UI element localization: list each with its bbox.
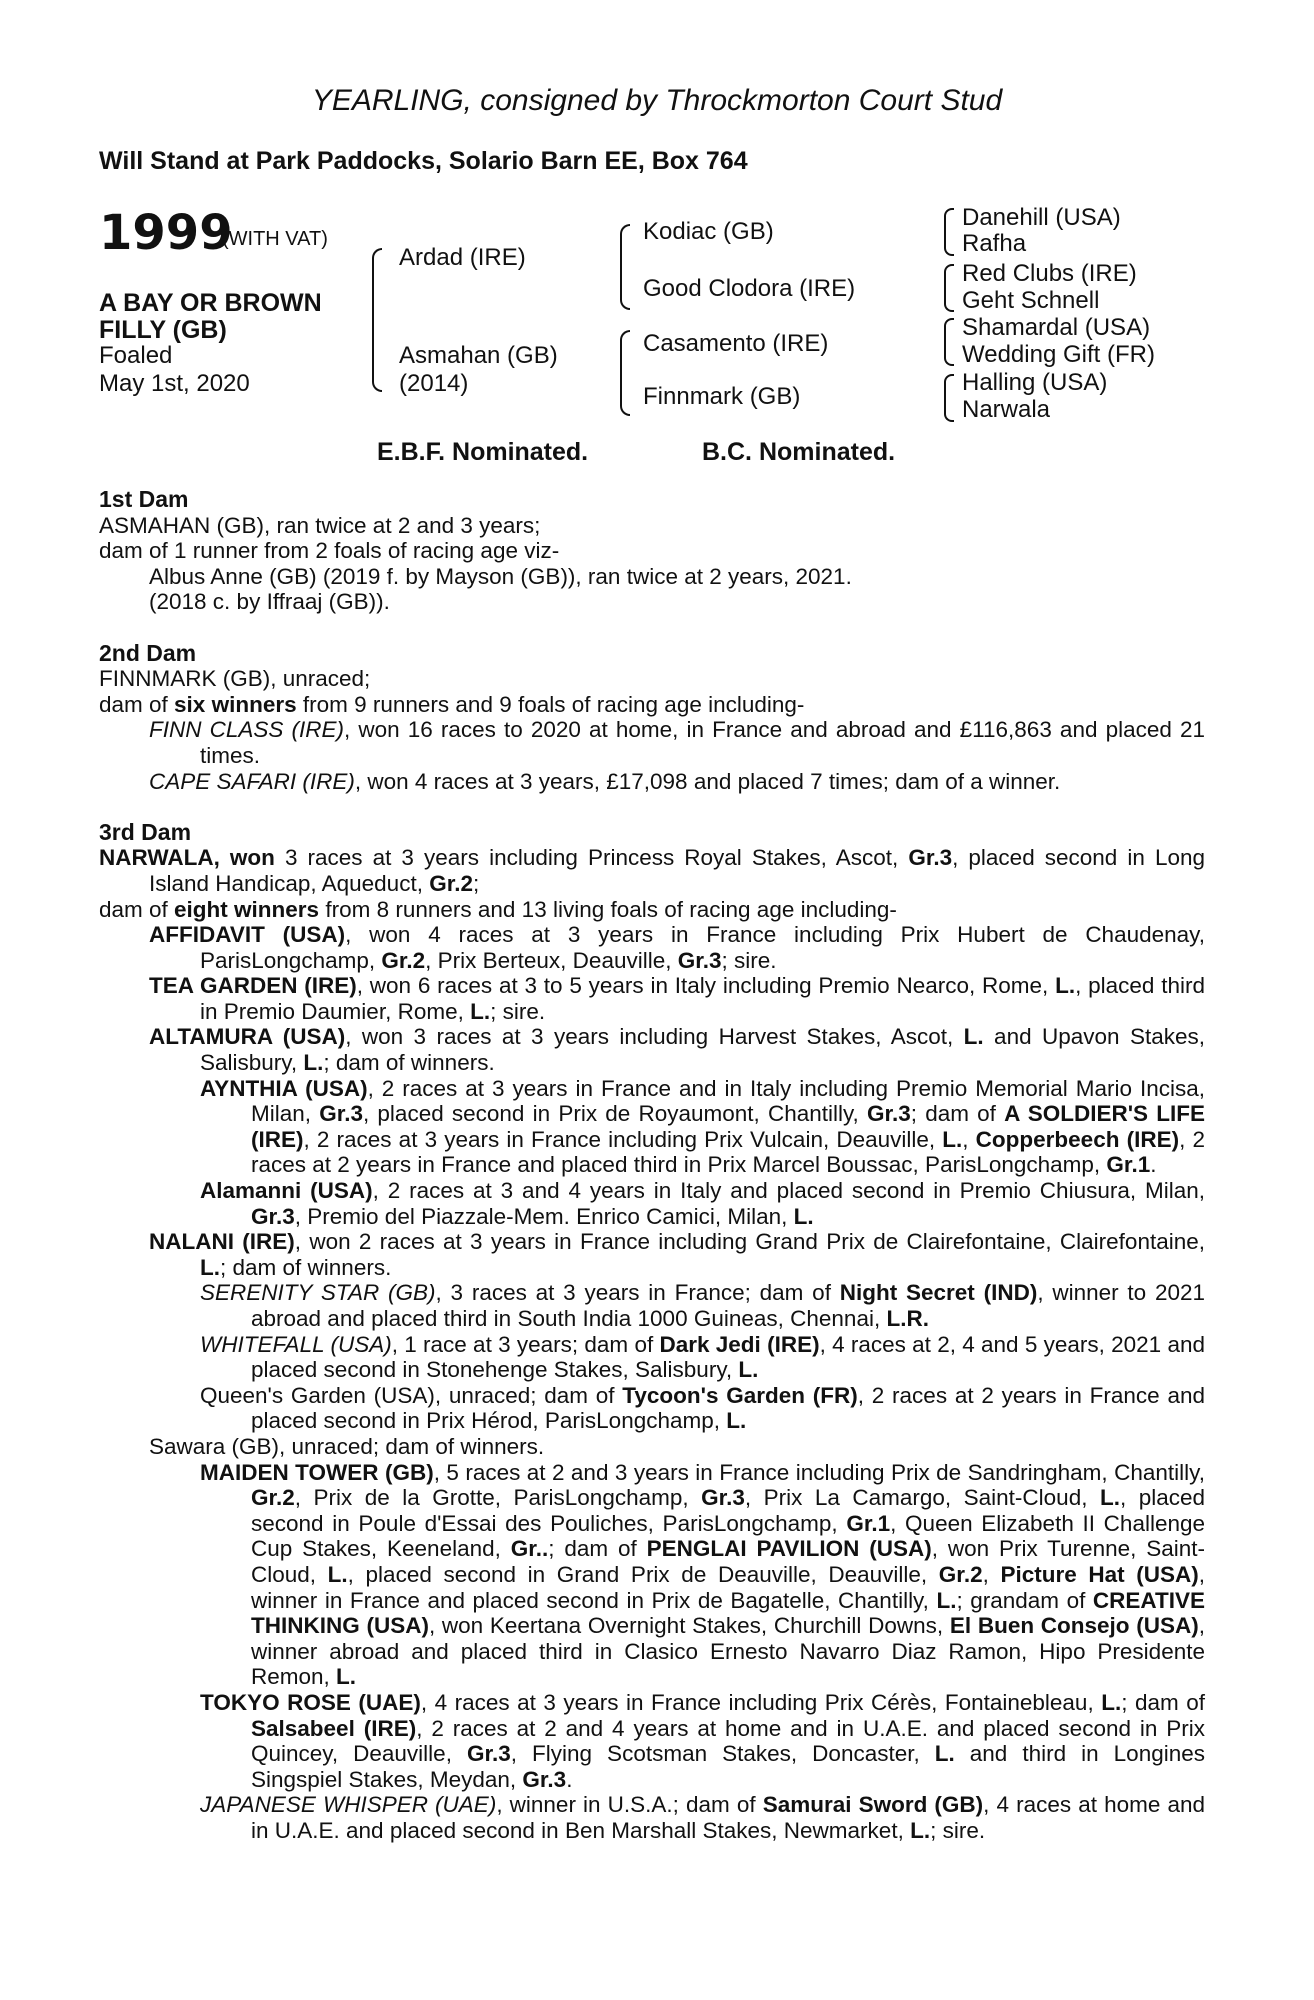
progeny-entry: SERENITY STAR (GB), 3 races at 3 years in France; dam of Night Secret (IND), winner to 2021 abroad and placed third in South India 1000 Guineas, Chennai, L.R. — [200, 1280, 1206, 1331]
lot-description-1: A BAY OR BROWN — [99, 289, 322, 317]
pedigree-sds: Red Clubs (IRE) — [962, 260, 1137, 287]
pedigree-sire-dam: Good Clodora (IRE) — [643, 275, 856, 302]
lot-description-2: FILLY (GB) — [99, 316, 227, 344]
catalogue-body — [99, 487, 1205, 1843]
pedigree-sss: Danehill (USA) — [962, 204, 1121, 231]
pedigree-dds: Halling (USA) — [962, 369, 1108, 396]
pedigree-sire-sire: Kodiac (GB) — [643, 218, 774, 245]
first-dam-line: ASMAHAN (GB), ran twice at 2 and 3 years; — [99, 512, 541, 538]
pedigree-ssd: Rafha — [962, 230, 1027, 257]
ebf-nomination: E.B.F. Nominated. — [377, 438, 589, 466]
second-dam-progeny: CAPE SAFARI (IRE), won 4 races at 3 years, £17,098 and placed 7 times; dam of a winner. — [149, 768, 1061, 794]
third-dam-line: dam of eight winners from 8 runners and 13 living foals of racing age including- — [99, 896, 897, 922]
foaled-label: Foaled — [99, 342, 173, 369]
foaled-date: May 1st, 2020 — [99, 370, 250, 397]
progeny-entry: AFFIDAVIT (USA), won 4 races at 3 years in France including Prix Hubert de Chaudenay, ParisLongchamp, Gr.2, Prix Berteux, Deauville, Gr.3; sire. — [149, 922, 1205, 973]
progeny-entry: WHITEFALL (USA), 1 race at 3 years; dam of Dark Jedi (IRE), 4 races at 2, 4 and 5 years, 2021 and placed second in Stonehenge Stakes, Salisbury, L. — [200, 1331, 1205, 1383]
stand-location: Will Stand at Park Paddocks, Solario Barn EE, Box 764 — [99, 147, 748, 175]
progeny-entry: Sawara (GB), unraced; dam of winners. — [149, 1433, 545, 1459]
progeny-entry: TOKYO ROSE (UAE), 4 races at 3 years in France including Prix Cérès, Fontainebleau, L.; dam of Salsabeel (IRE), 2 races at 2 and 4 years at home and in U.A.E. and placed second in Prix Quincey, Deauville, Gr.3, Flying Scotsman Stakes, Doncaster, L. and third in Longines Singspiel Stakes, Meydan, Gr.3. — [200, 1689, 1205, 1792]
lot-number: 1999 — [99, 205, 233, 261]
progeny-entry: TEA GARDEN (IRE), won 6 races at 3 to 5 years in Italy including Premio Nearco, Rome, L., placed third in Premio Daumier, Rome, L.; sire. — [149, 973, 1206, 1024]
pedigree-dsd: Wedding Gift (FR) — [962, 341, 1155, 368]
second-dam-heading: 2nd Dam — [99, 639, 197, 666]
second-dam-progeny: FINN CLASS (IRE), won 16 races to 2020 at home, in France and abroad and £116,863 and placed 21 times. — [149, 717, 1206, 768]
sd-brace — [944, 264, 954, 312]
pedigree-dam-dam: Finnmark (GB) — [643, 383, 801, 410]
second-dam-line: FINNMARK (GB), unraced; — [99, 666, 371, 692]
dam-brace — [620, 330, 630, 416]
dd-brace — [944, 374, 954, 422]
progeny-entry: MAIDEN TOWER (GB), 5 races at 2 and 3 years in France including Prix de Sandringham, Chantilly, Gr.2, Prix de la Grotte, ParisLongchamp, Gr.3, Prix La Camargo, Saint-Cloud, L., placed second in Poule d'Essai des Pouliches, ParisLongchamp, Gr.1, Queen Elizabeth II Challenge Cup Stakes, Keeneland, Gr..; dam of PENGLAI PAVILION (USA), won Prix Turenne, Saint-Cloud, L., placed second in Grand Prix de Deauville, Deauville, Gr.2, Picture Hat (USA), winner in France and placed second in Prix de Bagatelle, Chantilly, L.; grandam of CREATIVE THINKING (USA), won Keertana Overnight Stakes, Churchill Downs, El Buen Consejo (USA), winner abroad and placed third in Clasico Ernesto Navarro Diaz Ramon, Hipo Presidente Remon, L. — [200, 1459, 1206, 1690]
second-dam-line: dam of six winners from 9 runners and 9 foals of racing age including- — [99, 691, 805, 717]
pedigree-sire: Ardad (IRE) — [399, 244, 526, 271]
progeny-entry: NALANI (IRE), won 2 races at 3 years in France including Grand Prix de Clairefontaine, Clairefontaine, L.; dam of winners. — [149, 1229, 1205, 1280]
first-dam-line: dam of 1 runner from 2 foals of racing age viz- — [99, 538, 560, 564]
progeny-entry: AYNTHIA (USA), 2 races at 3 years in France and in Italy including Premio Memorial Mario Incisa, Milan, Gr.3, placed second in Prix de Royaumont, Chantilly, Gr.3; dam of A SOLDIER'S LIFE (IRE), 2 races at 3 years in France including Prix Vulcain, Deauville, L., Copperbeech (IRE), 2 races at 2 years in France and placed third in Prix Marcel Boussac, ParisLongchamp, Gr.1. — [200, 1075, 1205, 1178]
ss-brace — [944, 208, 954, 256]
first-dam-progeny: (2018 c. by Iffraaj (GB)). — [149, 589, 390, 615]
ds-brace — [944, 318, 954, 366]
progeny-entry: Queen's Garden (USA), unraced; dam of Tycoon's Garden (FR), 2 races at 2 years in France and placed second in Prix Hérod, ParisLongchamp, L. — [200, 1382, 1205, 1434]
sire-dam-brace — [372, 248, 382, 392]
pedigree-dss: Shamardal (USA) — [962, 314, 1151, 341]
sire-brace — [620, 224, 630, 310]
pedigree-dam-sire: Casamento (IRE) — [643, 330, 829, 357]
pedigree-sdd: Geht Schnell — [962, 287, 1100, 314]
pedigree-ddd: Narwala — [962, 396, 1051, 423]
progeny-entry: ALTAMURA (USA), won 3 races at 3 years including Harvest Stakes, Ascot, L. and Upavon Stakes, Salisbury, L.; dam of winners. — [149, 1024, 1205, 1076]
third-dam-section — [99, 820, 1205, 1844]
first-dam-heading: 1st Dam — [99, 486, 189, 512]
third-dam-line: NARWALA, won 3 races at 3 years including Princess Royal Stakes, Ascot, Gr.3, placed second in Long Island Handicap, Aqueduct, Gr.2; — [99, 845, 1206, 896]
vat-label: (WITH VAT) — [222, 228, 328, 250]
page-title: YEARLING, consigned by Throckmorton Court Stud — [311, 84, 1003, 117]
second-dam-section — [99, 641, 1205, 795]
progeny-entry: JAPANESE WHISPER (UAE), winner in U.S.A.; dam of Samurai Sword (GB), 4 races at home and in U.A.E. and placed second in Ben Marshall Stakes, Newmarket, L.; sire. — [200, 1792, 1205, 1843]
progeny-entry: Alamanni (USA), 2 races at 3 and 4 years in Italy and placed second in Premio Chiusura, Milan, Gr.3, Premio del Piazzale-Mem. Enrico Camici, Milan, L. — [200, 1178, 1205, 1229]
first-dam-progeny: Albus Anne (GB) (2019 f. by Mayson (GB)), ran twice at 2 years, 2021. — [149, 563, 852, 589]
third-dam-heading: 3rd Dam — [99, 818, 192, 845]
bc-nomination: B.C. Nominated. — [702, 438, 896, 466]
pedigree-dam: Asmahan (GB) — [399, 342, 558, 369]
pedigree-dam-year: (2014) — [399, 370, 469, 397]
first-dam-section — [99, 487, 1205, 615]
